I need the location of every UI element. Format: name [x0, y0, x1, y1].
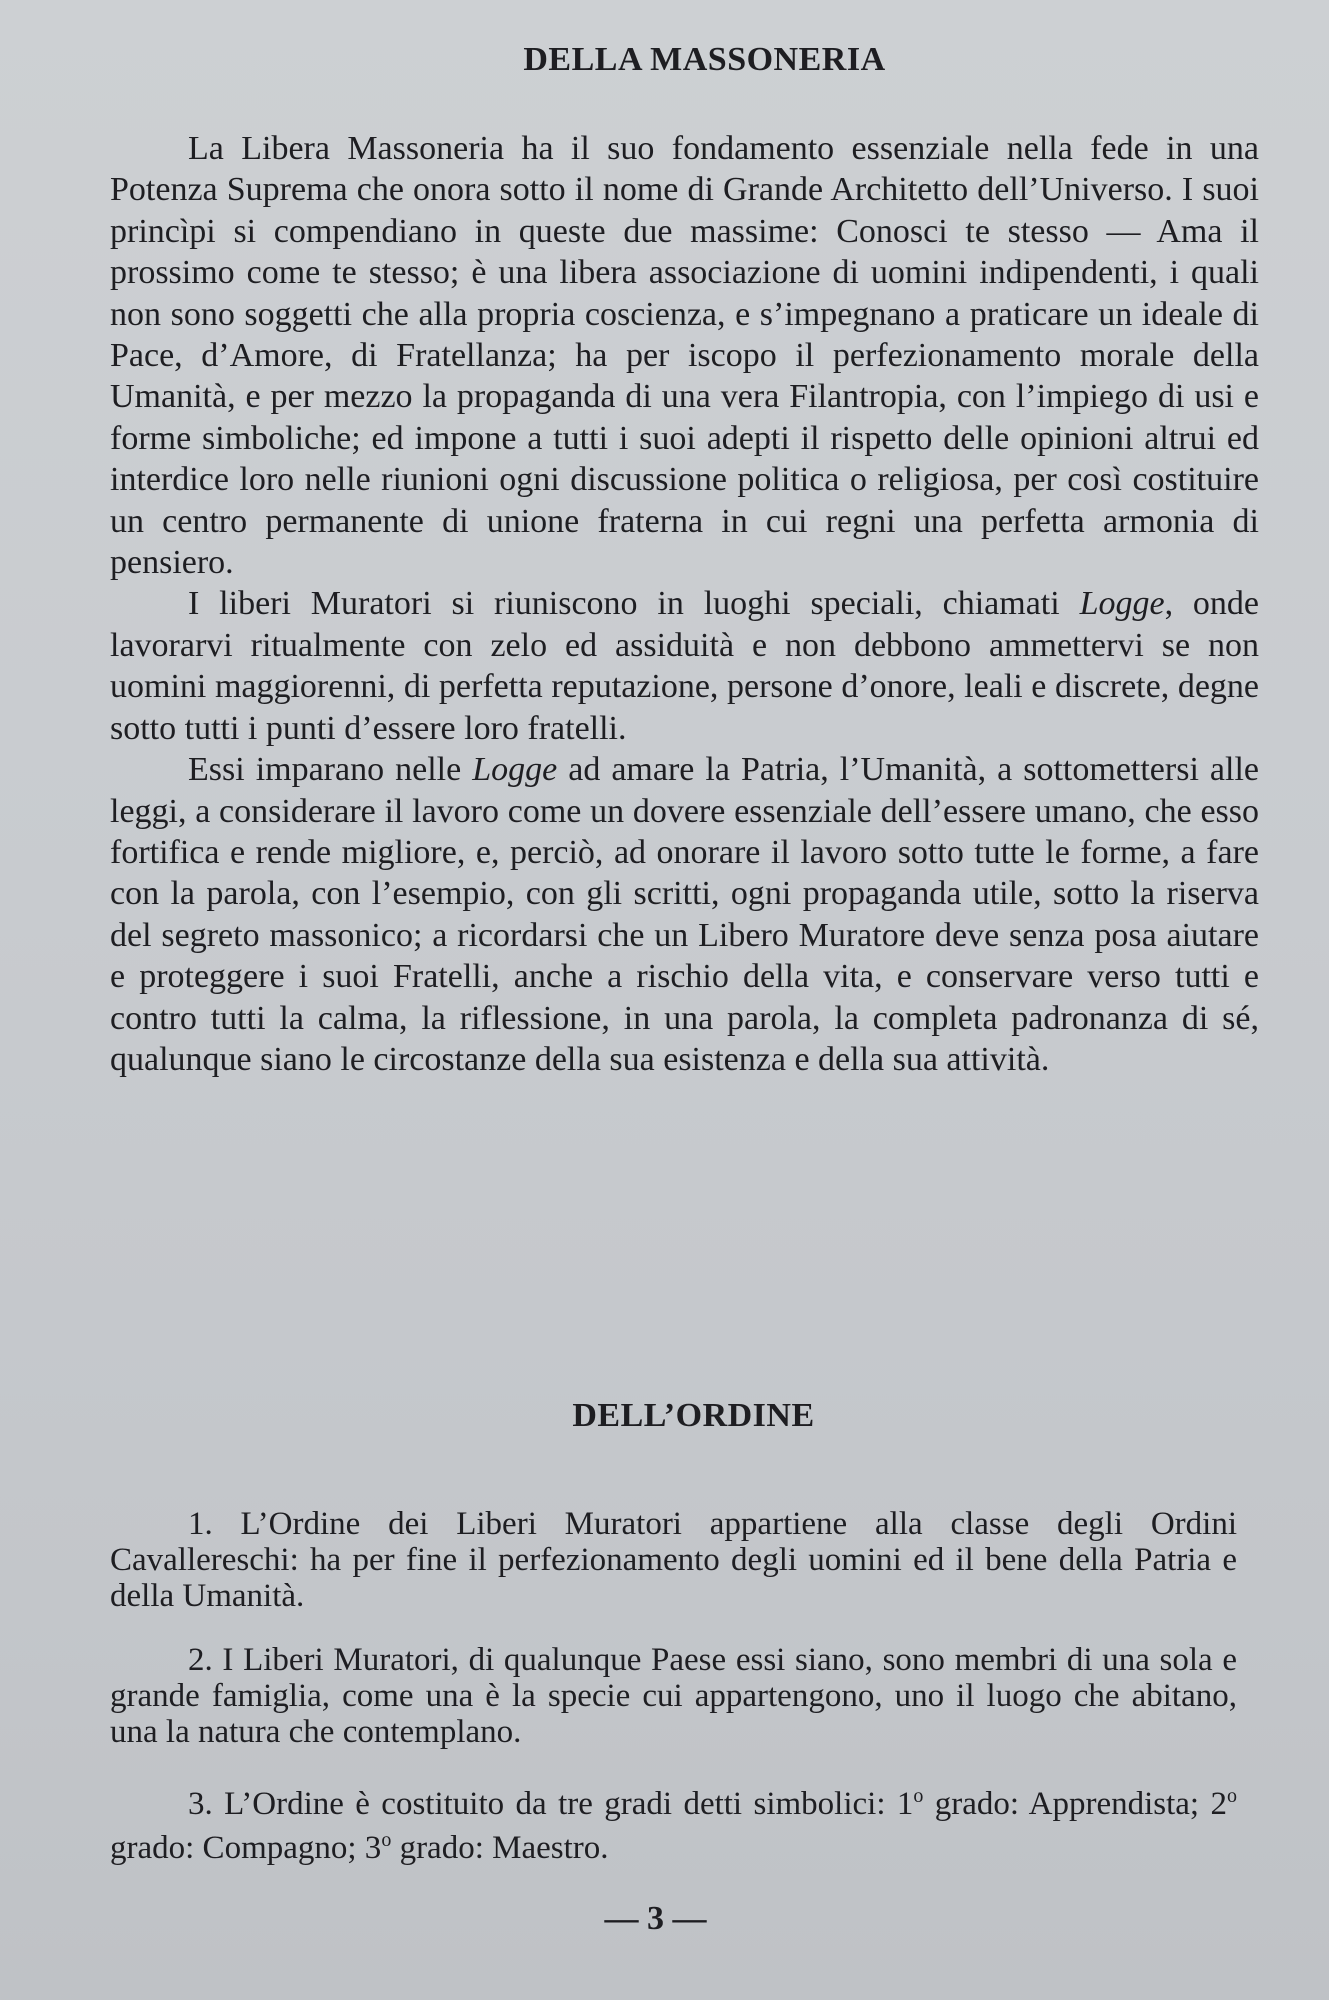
section-title: DELL’ORDINE: [572, 1397, 815, 1434]
paragraph-2-italic-logge: Logge: [1079, 585, 1165, 623]
article-3-text-b: grado: Apprendista; 2: [923, 1786, 1227, 1822]
paragraph-3: [110, 749, 1259, 1080]
article-3-text-c: grado: Compagno; 3: [110, 1830, 382, 1866]
degree-sup-2: o: [1226, 1785, 1237, 1807]
paragraph-2-text-b: , onde lavorarvi ritualmente con zelo ed assiduità e non debbono ammettervi se non uomini maggiorenni, di perfetta reputazione, persone d’onore, leali e discrete, degne sotto tutti i punti d’essere loro fratelli.: [110, 585, 1260, 747]
section-dell-ordine: [110, 1396, 1237, 1894]
paragraph-3-text-b: ad amare la Patria, l’Umanità, a sottomettersi alle leggi, a considerare il lavoro come un dovere essenziale dell’essere umano, che esso fortifica e rende migliore, e, perciò, ad onorare il lavoro sotto tutte le forme, a fare con la parola, con l’esempio, con gli scritti, ogni propaganda utile, sotto la riserva del segreto massonico; a ricordarsi che un Libero Muratore deve senza posa aiutare e proteggere i suoi Fratelli, anche a rischio della vita, e conservare verso tutti e contro tutti la calma, la riflessione, in una parola, la completa padronanza di sé, qualunque siano le circostanze della sua esistenza e della sua attività.: [110, 751, 1259, 1078]
paragraph-1: La Libera Massoneria ha il suo fondamento essenziale nella fede in una Potenza Suprema che onora sotto il nome di Grande Architetto dell’Universo. I suoi princìpi si compendiano in queste due massime: Conosci te stesso — Ama il prossimo come te stesso; è una libera associazione di uomini indipendenti, i quali non sono soggetti che alla propria coscienza, e s’impegnano a praticare un ideale di Pace, d’Amore, di Fratellanza; ha per iscopo il perfezionamento morale della Umanità, e per mezzo la propaganda di una vera Filantropia, con l’impiego di usi e forme simboliche; ed impone a tutti i suoi adepti il rispetto delle opinioni altrui ed interdice loro nelle riunioni ogni discussione politica o religiosa, per così costituire un centro permanente di unione fraterna in cui regni una perfetta armonia di pensiero.: [110, 130, 1259, 582]
paragraph-3-italic-logge: Logge: [472, 751, 558, 789]
article-3-text-a: 3. L’Ordine è costituito da tre gradi detti simbolici: 1: [188, 1786, 914, 1822]
article-3-text-d: grado: Maestro.: [391, 1830, 609, 1866]
article-2: 2. I Liberi Muratori, di qualunque Paese essi siano, sono membri di una sola e grande famiglia, come una è la specie cui appartengono, uno il luogo che abitano, una la natura che contemplano.: [110, 1642, 1237, 1750]
section-title: DELLA MASSONERIA: [523, 41, 886, 78]
section-della-massoneria: [110, 40, 1259, 1080]
degree-sup-1: o: [913, 1785, 924, 1807]
degree-sup-3: o: [381, 1829, 392, 1851]
article-3: [110, 1778, 1237, 1866]
page-number: — 3 —: [604, 1900, 707, 1937]
paragraph-3-text-a: Essi imparano nelle: [188, 751, 473, 789]
paragraph-2: [110, 583, 1259, 749]
paragraph-2-text-a: I liberi Muratori si riuniscono in luoghi speciali, chiamati: [188, 585, 1080, 623]
article-1: 1. L’Ordine dei Liberi Muratori appartiene alla classe degli Ordini Cavallereschi: ha per fine il perfezionamento degli uomini ed il bene della Patria e della Umanità.: [110, 1506, 1237, 1614]
